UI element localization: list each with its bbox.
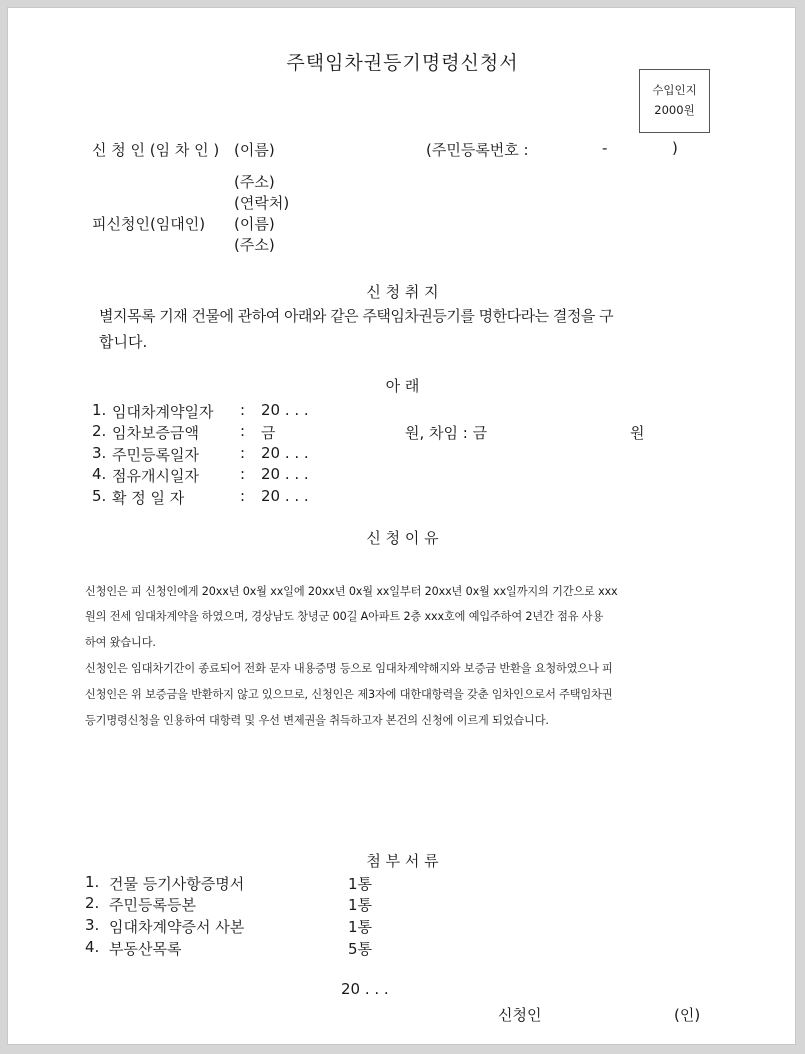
purpose-heading: 신 청 취 지	[366, 283, 439, 301]
applicant-rrn-dash: -	[602, 139, 608, 157]
purpose-line-1: 별지목록 기재 건물에 관하여 아래와 같은 주택임차권등기를 명한다라는 결정을 구	[99, 307, 614, 325]
below-item-value: 20 . . .	[261, 444, 309, 462]
revenue-stamp-box	[639, 69, 710, 133]
stamp-amount: 2000원	[654, 103, 695, 117]
attachment-label: 부동산목록	[109, 940, 182, 958]
below-item-num: 5.	[92, 487, 107, 505]
below-item-label: 임차보증금액	[112, 424, 199, 442]
below-item-num: 1.	[92, 401, 107, 419]
below-item-value: 20 . . .	[261, 465, 309, 483]
attachment-count: 1통	[348, 918, 373, 936]
below-item-colon: :	[240, 465, 246, 483]
below-item-label: 주민등록일자	[112, 446, 199, 464]
applicant-rrn-close: )	[672, 139, 678, 157]
below-item-label: 확 정 일 자	[112, 489, 185, 507]
below-item-value: 20 . . .	[261, 401, 309, 419]
reason-line-1: 신청인은 피 신청인에게 20xx년 0x월 xx일에 20xx년 0x월 xx일부터 20xx년 0x월 xx일까지의 기간으로 xxx	[85, 585, 618, 598]
reason-line-2: 원의 전세 임대차계약을 하였으며, 경상남도 창녕군 00길 A아파트 2층 xxx호에 예입주하여 2년간 점유 사용	[85, 610, 604, 623]
attachment-label: 주민등록등본	[109, 896, 196, 914]
respondent-address-label: (주소)	[234, 236, 275, 254]
below-heading: 아 래	[385, 377, 420, 395]
attachment-label: 건물 등기사항증명서	[109, 875, 245, 893]
below-item-label: 임대차계약일자	[112, 403, 214, 421]
attachments-heading: 첨 부 서 류	[366, 852, 439, 870]
attachment-count: 1통	[348, 875, 373, 893]
applicant-address-label: (주소)	[234, 173, 275, 191]
applicant-name-label: (이름)	[234, 141, 275, 159]
respondent-label: 피신청인(임대인)	[92, 215, 206, 233]
reason-line-5: 신청인은 위 보증금을 반환하지 않고 있으므로, 신청인은 제3자에 대한대항력을 갖춘 임차인으로서 주택임차권	[85, 688, 613, 701]
attachment-count: 1통	[348, 896, 373, 914]
below-item-num: 4.	[92, 465, 107, 483]
reason-line-4: 신청인은 임대차기간이 종료되어 전화 문자 내용증명 등으로 임대차계약해지와 보증금 반환을 요청하였으나 피	[85, 662, 613, 675]
attachment-count: 5통	[348, 940, 373, 958]
reason-line-6: 등기명령신청을 인용하여 대항력 및 우선 변제권을 취득하고자 본건의 신청에 이르게 되었습니다.	[85, 714, 549, 727]
attachment-num: 3.	[85, 916, 100, 934]
respondent-name-label: (이름)	[234, 215, 275, 233]
attachment-label: 임대차계약증서 사본	[109, 918, 245, 936]
purpose-line-2: 합니다.	[99, 333, 148, 351]
deposit-won-rent: 원, 차임 : 금	[405, 424, 488, 442]
below-item-colon: :	[240, 422, 246, 440]
below-item-value: 20 . . .	[261, 487, 309, 505]
attachment-num: 4.	[85, 938, 100, 956]
below-item-value: 금	[261, 424, 276, 442]
seal-mark: (인)	[674, 1006, 701, 1024]
footer-date: 20 . . .	[341, 980, 389, 998]
below-item-colon: :	[240, 444, 246, 462]
below-item-colon: :	[240, 487, 246, 505]
rent-won: 원	[630, 424, 645, 442]
reason-heading: 신 청 이 유	[366, 529, 439, 547]
applicant-contact-label: (연락처)	[234, 194, 290, 212]
stamp-label: 수입인지	[652, 83, 697, 97]
below-item-num: 2.	[92, 422, 107, 440]
document-page	[7, 7, 796, 1045]
below-item-colon: :	[240, 401, 246, 419]
reason-line-3: 하여 왔습니다.	[85, 636, 156, 649]
document-title: 주택임차권등기명령신청서	[286, 52, 519, 74]
applicant-label: 신 청 인 (임 차 인 )	[92, 141, 220, 159]
signer-label: 신청인	[498, 1006, 542, 1024]
applicant-rrn-label: (주민등록번호 :	[426, 141, 529, 159]
attachment-num: 2.	[85, 894, 100, 912]
below-item-num: 3.	[92, 444, 107, 462]
below-item-label: 점유개시일자	[112, 467, 199, 485]
attachment-num: 1.	[85, 873, 100, 891]
